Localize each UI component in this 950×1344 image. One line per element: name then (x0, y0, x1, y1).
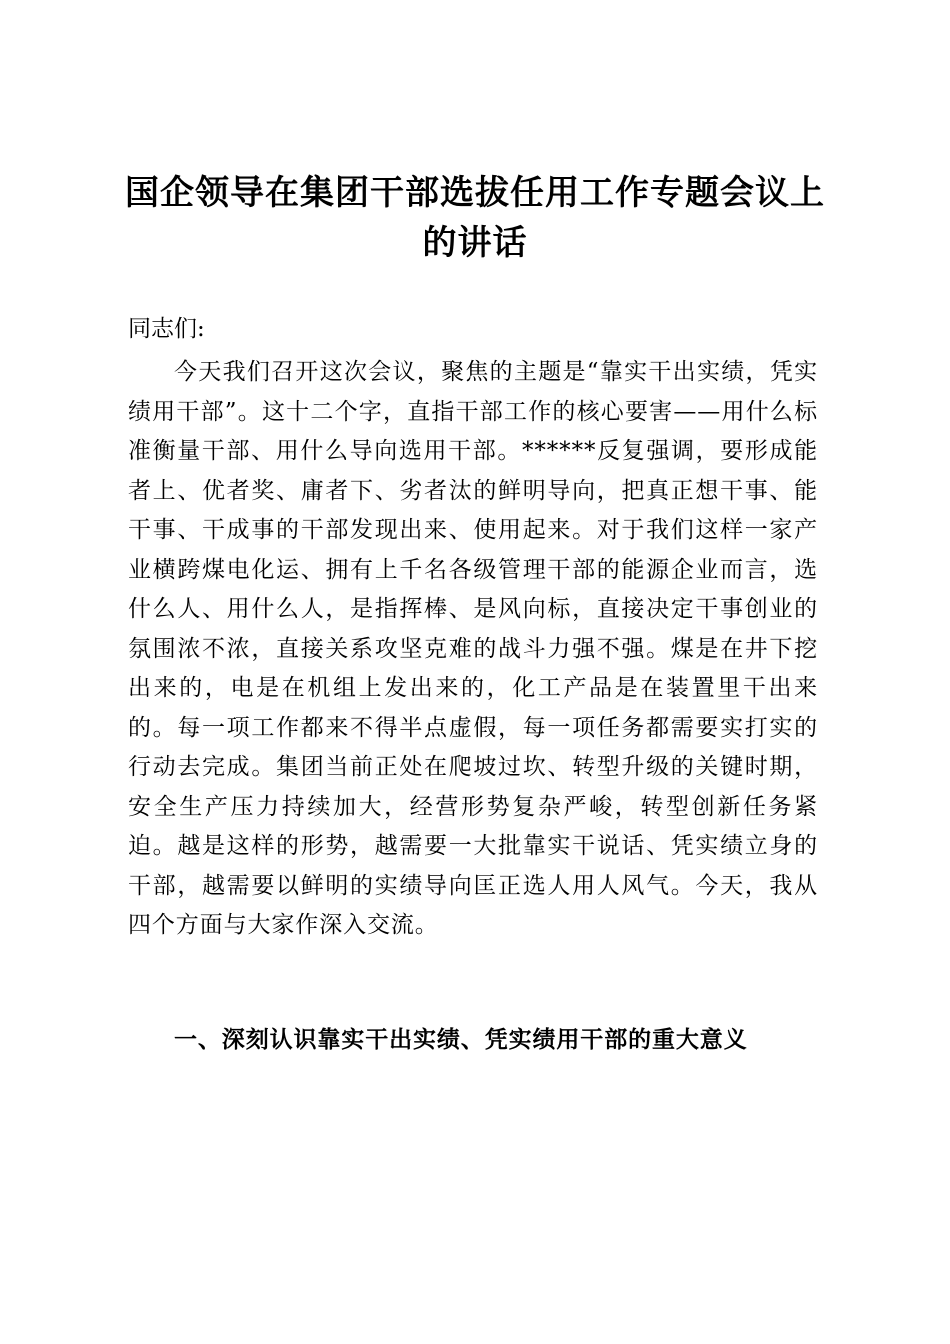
section-heading: 一、深刻认识靠实干出实绩、凭实绩用干部的重大意义 (174, 1026, 748, 1053)
body-paragraph: 今天我们召开这次会议，聚焦的主题是“靠实干出实绩，凭实绩用干部”。这十二个字，直指干部工作的核心要害——用什么标准衡量干部、用什么导向选用干部。******反复强调，要形成能者上、优者奖、庸者下、劣者汰的鲜明导向，把真正想干事、能干事、干成事的干部发现出来、使用起来。对于我们这样一家产业横跨煤电化运、拥有上千名各级管理干部的能源企业而言，选什么人、用什么人，是指挥棒、是风向标，直接决定干事创业的氛围浓不浓，直接关系攻坚克难的战斗力强不强。煤是在井下挖出来的，电是在机组上发出来的，化工产品是在装置里干出来的。每一项工作都来不得半点虚假，每一项任务都需要实打实的行动去完成。集团当前正处在爬坡过坎、转型升级的关键时期，安全生产压力持续加大，经营形势复杂严峻，转型创新任务紧迫。越是这样的形势，越需要一大批靠实干说话、凭实绩立身的干部，越需要以鲜明的实绩导向匡正选人用人风气。今天，我从四个方面与大家作深入交流。 (128, 359, 818, 938)
salutation: 同志们: (128, 316, 205, 342)
document-title: 国企领导在集团干部选拔任用工作专题会议上的讲话 (125, 173, 825, 263)
